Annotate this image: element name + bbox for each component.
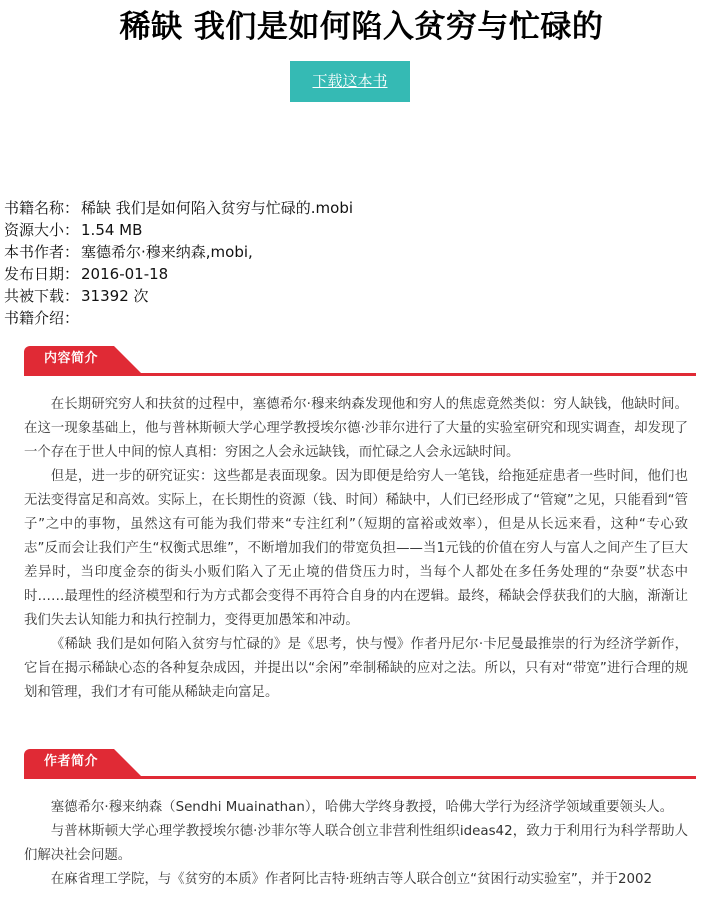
meta-label: 本书作者： xyxy=(4,243,80,261)
download-book-button[interactable]: 下载这本书 xyxy=(290,61,410,102)
page-title: 稀缺 我们是如何陷入贫穷与忙碌的 xyxy=(119,9,604,45)
paragraph: 《稀缺 我们是如何陷入贫穷与忙碌的》是《思考，快与慢》作者丹尼尔·卡尼曼最推崇的行为经济学新作，它旨在揭示稀缺心态的各种复杂成因，并提出以“余闲”牵制稀缺的应对之法。所以，只有对“带宽”进行合理的规划和管理，我们才有可能从稀缺走向富足。 xyxy=(24,637,688,700)
paragraph: 在长期研究穷人和扶贫的过程中，塞德希尔·穆来纳森发现他和穷人的焦虑竟然类似：穷人缺钱，他缺时间。在这一现象基础上，他与普林斯顿大学心理学教授埃尔德·沙菲尔进行了大量的实验室研究和现实调查，却发现了一个存在于世人中间的惊人真相：穷困之人会永远缺钱，而忙碌之人会永远缺时间。 xyxy=(24,397,688,460)
section-title: 作者简介 xyxy=(44,754,99,769)
meta-value-downloads: 31392 次 xyxy=(81,287,149,305)
meta-row-intro xyxy=(4,307,353,329)
section-header-author-intro xyxy=(24,749,696,779)
meta-row-author xyxy=(4,241,353,263)
section-header-content-intro xyxy=(24,346,696,376)
meta-row-size xyxy=(4,219,353,241)
meta-row-downloads xyxy=(4,285,353,307)
meta-label: 共被下载： xyxy=(4,287,80,305)
meta-label: 书籍名称： xyxy=(4,199,80,217)
author-intro-body xyxy=(24,796,688,892)
content-intro-body xyxy=(24,393,688,705)
meta-value-size: 1.54 MB xyxy=(81,221,143,239)
meta-label: 发布日期： xyxy=(4,265,80,283)
meta-label: 资源大小： xyxy=(4,221,80,239)
meta-row-name xyxy=(4,197,353,219)
book-meta xyxy=(4,197,353,329)
meta-value-filename: 稀缺 我们是如何陷入贫穷与忙碌的.mobi xyxy=(81,199,354,217)
meta-label: 书籍介绍： xyxy=(4,309,80,327)
section-title: 内容简介 xyxy=(44,351,99,366)
paragraph: 但是，进一步的研究证实：这些都是表面现象。因为即便是给穷人一笔钱，给拖延症患者一些时间，他们也无法变得富足和高效。实际上，在长期性的资源（钱、时间）稀缺中，人们已经形成了“管窥”之见，只能看到“管子”之中的事物，虽然这有可能为我们带来“专注红利”（短期的富裕或效率），但是从长远来看，这种“专心致志”反而会让我们产生“权衡式思维”，不断增加我们的带宽负担——当1元钱的价值在穷人与富人之间产生了巨大差异时，当印度金奈的街头小贩们陷入了无止境的借贷压力时，当每个人都处在多任务处理的“杂耍”状态中时……最理性的经济模型和行为方式都会变得不再符合自身的内在逻辑。最终，稀缺会俘获我们的大脑，渐渐让我们失去认知能力和执行控制力，变得更加愚笨和冲动。 xyxy=(24,469,688,628)
meta-value-date: 2016-01-18 xyxy=(81,265,169,283)
meta-row-date xyxy=(4,263,353,285)
paragraph: 在麻省理工学院，与《贫穷的本质》作者阿比吉特·班纳吉等人联合创立“贫困行动实验室”，并于2002 xyxy=(50,872,653,887)
meta-value-author: 塞德希尔·穆来纳森,mobi, xyxy=(81,243,253,261)
paragraph: 塞德希尔·穆来纳森（Sendhi Muainathan），哈佛大学终身教授，哈佛大学行为经济学领域重要领头人。 xyxy=(50,800,674,815)
paragraph: 与普林斯顿大学心理学教授埃尔德·沙菲尔等人联合创立非营利性组织ideas42，致力于利用行为科学帮助人们解决社会问题。 xyxy=(24,824,688,863)
